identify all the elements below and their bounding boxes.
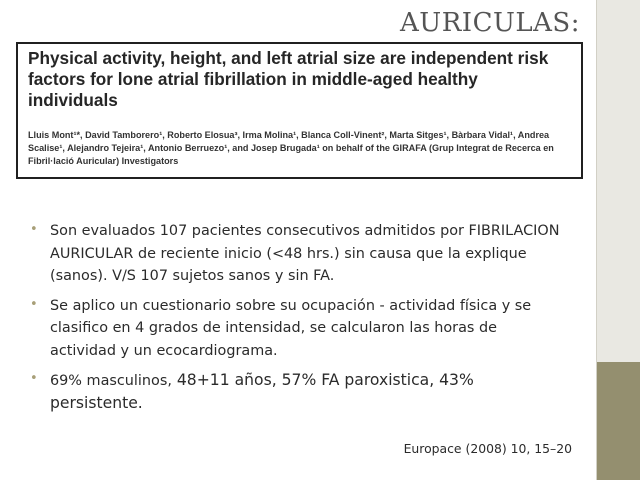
bullet-dot-icon: •	[30, 371, 38, 386]
bullet-list	[26, 220, 566, 421]
citation: Europace (2008) 10, 15–20	[403, 441, 572, 456]
bullet-item	[26, 220, 566, 288]
bullet-text-lead: 69% masculinos,	[50, 373, 172, 389]
slide-title: AURICULAS:	[400, 8, 580, 38]
side-strip-accent	[596, 362, 640, 480]
bullet-dot-icon: •	[30, 296, 38, 312]
bullet-text-rest: 48+11 años, 57% FA paroxistica, 43% persistente.	[50, 371, 474, 412]
bullet-dot-icon: •	[30, 222, 38, 237]
bullet-item	[26, 369, 566, 414]
paper-title: Physical activity, height, and left atrial size are independent risk factors for lone atrial fibrillation in middle-aged healthy individuals	[28, 48, 549, 110]
paper-authors: Lluis Mont¹*, David Tamborero¹, Roberto Elosua³, Irma Molina¹, Blanca Coll-Vinent², Marta Sitges¹, Bàrbara Vidal¹, Andrea Scalise¹, Alejandro Tejeira¹, Antonio Berruezo¹, and Josep Brugada¹ on behalf of the GIRAFA (Grup Integrat de Recerca en Fibril·lació Auricular) Investigators	[28, 130, 554, 166]
paper-header-box	[16, 42, 583, 179]
side-divider	[596, 0, 597, 480]
bullet-item	[26, 295, 566, 363]
side-strip-light	[596, 0, 640, 362]
bullet-text: Se aplico un cuestionario sobre su ocupación - actividad física y se clasifico en 4 grados de intensidad, se calcularon las horas de actividad y un ecocardiograma.	[50, 297, 532, 359]
bullet-text: Son evaluados 107 pacientes consecutivos admitidos por FIBRILACION AURICULAR de reciente inicio (<48 hrs.) sin causa que la explique (sanos). V/S 107 sujetos sanos y sin FA.	[50, 223, 560, 284]
